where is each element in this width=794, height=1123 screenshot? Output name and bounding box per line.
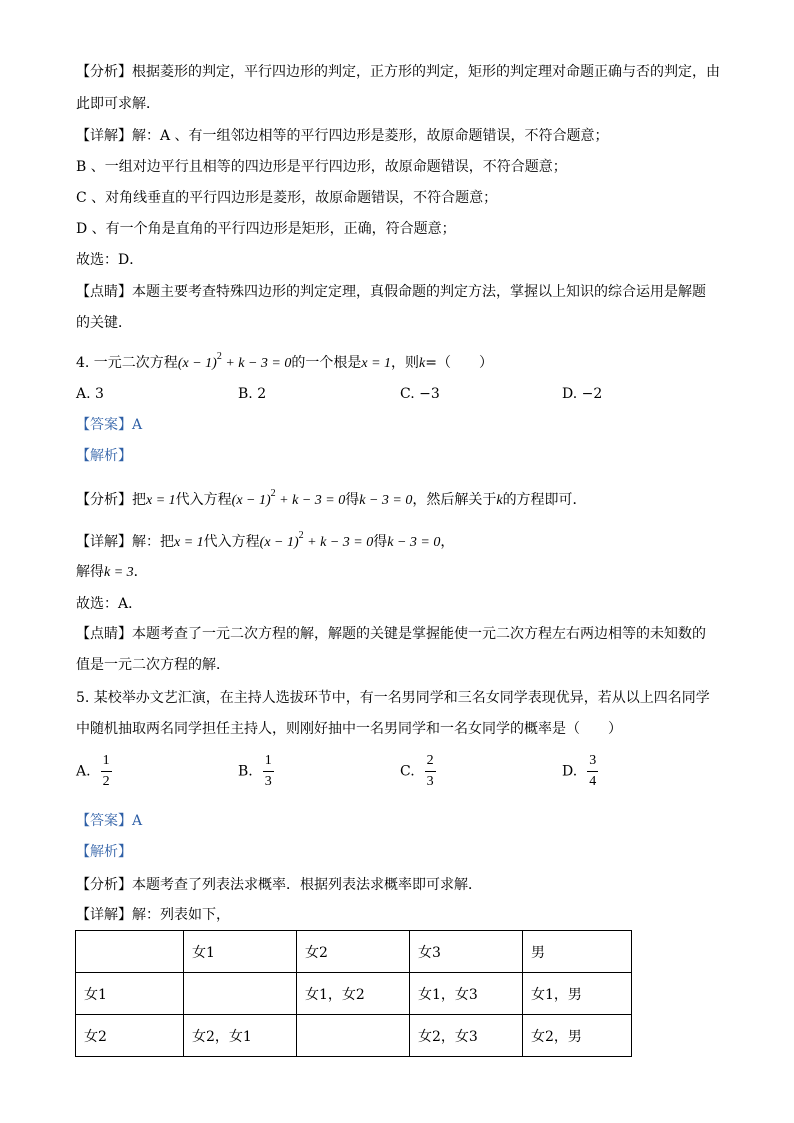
- fraction: $\frac{2}{3}$: [426, 753, 434, 789]
- q4-comment: 【点睛】本题考查了一元二次方程的解，解题的关键是掌握能使一元二次方程左右两边相等的未知数的: [76, 626, 706, 642]
- q5-option-b: B. $\frac{1}{3}$: [238, 753, 272, 789]
- table-cell: 女2: [297, 931, 410, 973]
- table-cell: 女1，女2: [297, 973, 410, 1015]
- q4-ask: ，则: [391, 355, 420, 371]
- q4-root: x = 1: [361, 356, 392, 371]
- q4-mid: 的一个根是: [291, 355, 362, 371]
- q5-option-c: C. $\frac{2}{3}$: [400, 753, 434, 789]
- q4-equation: $(x - 1)^2 + k - 3 = 0$: [177, 351, 292, 371]
- table-cell: 女2，男: [523, 1015, 632, 1057]
- q5-detail: 【详解】解：列表如下，: [76, 907, 230, 923]
- q4-prefix: 4. 一元二次方程: [76, 355, 178, 371]
- q3-line-c: C 、对角线垂直的平行四边形是菱形，故原命题错误，不符合题意；: [76, 190, 498, 206]
- q5-option-d: D. $\frac{3}{4}$: [562, 753, 597, 789]
- table-cell: 女1，女3: [410, 973, 523, 1015]
- q4-tail: =（ ）: [425, 355, 493, 371]
- q4-comment-cont: 值是一元二次方程的解．: [76, 657, 230, 673]
- table-cell: 女2，女3: [410, 1015, 523, 1057]
- table-cell: [76, 931, 184, 973]
- probability-table: [75, 930, 632, 1057]
- fraction: $\frac{1}{3}$: [264, 753, 272, 789]
- q4-option-d: D. −2: [562, 386, 603, 402]
- fraction: $\frac{3}{4}$: [589, 753, 597, 789]
- q3-analysis: 【分析】根据菱形的判定，平行四边形的判定，正方形的判定，矩形的判定理对命题正确与否的判定，由: [76, 64, 720, 80]
- q5-answer: 【答案】A: [76, 813, 143, 829]
- table-cell: 女1，男: [523, 973, 632, 1015]
- q4-detail: 【详解】解：把x = 1代入方程$(x - 1)^2 + k - 3 = 0$得k − 3 = 0，: [76, 530, 455, 550]
- table-cell: 女1: [76, 973, 184, 1015]
- q3-detail: 【详解】解：A 、有一组邻边相等的平行四边形是菱形，故原命题错误，不符合题意；: [76, 128, 609, 144]
- table-row: [76, 931, 632, 973]
- q5-stem-cont: 中随机抽取两名同学担任主持人，则刚好抽中一名男同学和一名女同学的概率是（ ）: [76, 721, 622, 737]
- table-row: [76, 1015, 632, 1057]
- q3-comment-cont: 的关键．: [76, 315, 132, 331]
- q3-comment: 【点睛】本题主要考查特殊四边形的判定定理，真假命题的判定方法，掌握以上知识的综合运用是解题: [76, 284, 706, 300]
- q3-line-b: B 、一组对边平行且相等的四边形是平行四边形，故原命题错误，不符合题意；: [76, 159, 567, 175]
- q4-option-a: A. 3: [76, 386, 104, 402]
- q5-stem: 5. 某校举办文艺汇演，在主持人选拔环节中，有一名男同学和三名女同学表现优异，若从以上四名同学: [76, 690, 710, 706]
- table-cell: 女2: [76, 1015, 184, 1057]
- q4-stem: [76, 347, 493, 374]
- q5-analysis: 【分析】本题考查了列表法求概率．根据列表法求概率即可求解．: [76, 877, 482, 893]
- q4-option-b: B. 2: [238, 386, 267, 402]
- q4-k: k: [419, 356, 426, 371]
- q4-answer: 【答案】A: [76, 417, 143, 433]
- q4-choose: 故选：A．: [76, 596, 143, 612]
- table-cell: 女2，女1: [184, 1015, 297, 1057]
- q3-line-d: D 、有一个角是直角的平行四边形是矩形，正确，符合题意；: [76, 221, 456, 237]
- q5-jiexi: 【解析】: [76, 844, 132, 860]
- q4-solve: 解得k = 3．: [76, 564, 148, 580]
- table-cell: 男: [523, 931, 632, 973]
- q4-analysis: 【分析】把x = 1代入方程$(x - 1)^2 + k - 3 = 0$得k − 3 = 0，然后解关于k的方程即可．: [76, 488, 587, 508]
- q4-option-c: C. −3: [400, 386, 440, 402]
- table-cell: [297, 1015, 410, 1057]
- table-cell: [184, 973, 297, 1015]
- table-cell: 女1: [184, 931, 297, 973]
- q4-jiexi: 【解析】: [76, 448, 132, 464]
- fraction: $\frac{1}{2}$: [102, 753, 110, 789]
- q3-choose: 故选：D．: [76, 252, 144, 268]
- q3-analysis-cont: 此即可求解．: [76, 96, 160, 112]
- table-row: [76, 973, 632, 1015]
- q5-option-a: A. $\frac{1}{2}$: [76, 753, 110, 789]
- table-cell: 女3: [410, 931, 523, 973]
